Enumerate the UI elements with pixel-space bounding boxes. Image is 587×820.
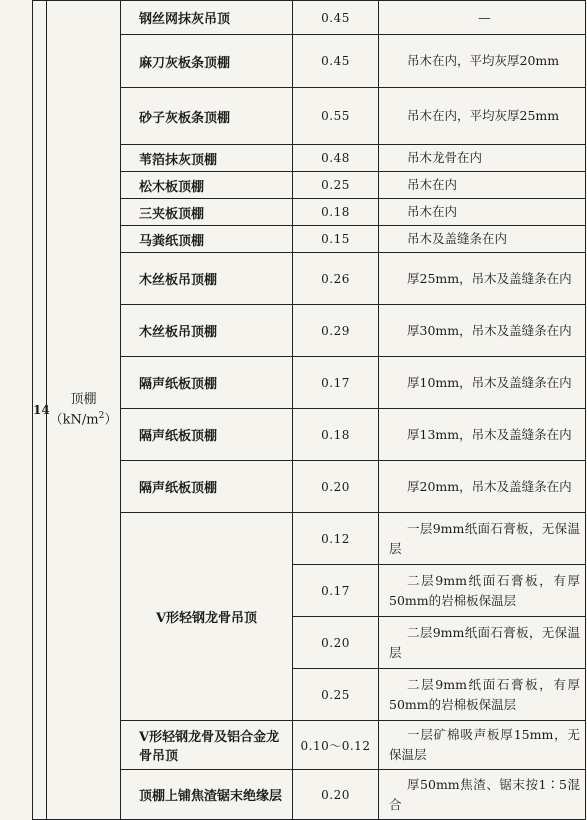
row-name: 钢丝网抹灰吊顶	[121, 1, 293, 35]
v-group-name: V形轻钢龙骨吊顶	[121, 513, 293, 721]
row-name: V形轻钢龙骨及铝合金龙骨吊顶	[121, 721, 293, 770]
row-name: 砂子灰板条顶棚	[121, 88, 293, 145]
row-remark: 二层9mm纸面石膏板，有厚50mm的岩棉板保温层	[379, 565, 586, 617]
load-table	[32, 0, 586, 820]
row-name: 松木板顶棚	[121, 172, 293, 199]
row-name: 麻刀灰板条顶棚	[121, 35, 293, 88]
row-name: 苇箔抹灰顶棚	[121, 145, 293, 172]
row-remark: 吊木在内，平均灰厚20mm	[379, 35, 586, 88]
row-value: 0.29	[293, 305, 379, 357]
row-value: 0.18	[293, 199, 379, 226]
row-name: 木丝板吊顶棚	[121, 253, 293, 305]
row-name: 三夹板顶棚	[121, 199, 293, 226]
category-label	[47, 1, 121, 820]
row-value: 0.17	[293, 357, 379, 409]
row-value: 0.26	[293, 253, 379, 305]
row-value: 0.45	[293, 35, 379, 88]
table-row	[33, 1, 586, 35]
row-remark: 吊木在内，平均灰厚25mm	[379, 88, 586, 145]
row-remark: 吊木在内	[379, 199, 586, 226]
category-name: 顶棚	[70, 391, 97, 407]
row-remark: 吊木及盖缝条在内	[379, 226, 586, 253]
page-margin	[0, 0, 32, 791]
row-name: 顶棚上铺焦渣锯末绝缘层	[121, 770, 293, 820]
row-name: 隔声纸板顶棚	[121, 461, 293, 513]
row-value: 0.20	[293, 617, 379, 669]
row-remark: 厚50mm焦渣、锯末按1∶5混合	[379, 770, 586, 820]
row-name: 马粪纸顶棚	[121, 226, 293, 253]
row-remark: 吊木在内	[379, 172, 586, 199]
row-value: 0.25	[293, 669, 379, 721]
row-remark: 厚25mm，吊木及盖缝条在内	[379, 253, 586, 305]
row-remark: 吊木龙骨在内	[379, 145, 586, 172]
row-value: 0.20	[293, 770, 379, 820]
row-value: 0.18	[293, 409, 379, 461]
row-value: 0.10～0.12	[293, 721, 379, 770]
row-remark: 二层9mm纸面石膏板，有厚50mm的岩棉板保温层	[379, 669, 586, 721]
row-value: 0.55	[293, 88, 379, 145]
row-value: 0.15	[293, 226, 379, 253]
row-name: 隔声纸板顶棚	[121, 357, 293, 409]
row-remark: 厚30mm，吊木及盖缝条在内	[379, 305, 586, 357]
row-name: 木丝板吊顶棚	[121, 305, 293, 357]
row-remark: 厚10mm，吊木及盖缝条在内	[379, 357, 586, 409]
row-remark: 二层9mm纸面石膏板，无保温层	[379, 617, 586, 669]
row-remark: 厚20mm，吊木及盖缝条在内	[379, 461, 586, 513]
row-value: 0.48	[293, 145, 379, 172]
row-value: 0.20	[293, 461, 379, 513]
row-remark: —	[379, 1, 586, 35]
category-number: 14	[33, 1, 47, 820]
row-value: 0.17	[293, 565, 379, 617]
row-value: 0.12	[293, 513, 379, 565]
row-value: 0.45	[293, 1, 379, 35]
row-remark: 一层9mm纸面石膏板，无保温层	[379, 513, 586, 565]
row-remark: 厚13mm，吊木及盖缝条在内	[379, 409, 586, 461]
row-remark: 一层矿棉吸声板厚15mm，无保温层	[379, 721, 586, 770]
row-name: 隔声纸板顶棚	[121, 409, 293, 461]
row-value: 0.25	[293, 172, 379, 199]
category-unit: $(kN/m^2)$	[49, 410, 118, 428]
